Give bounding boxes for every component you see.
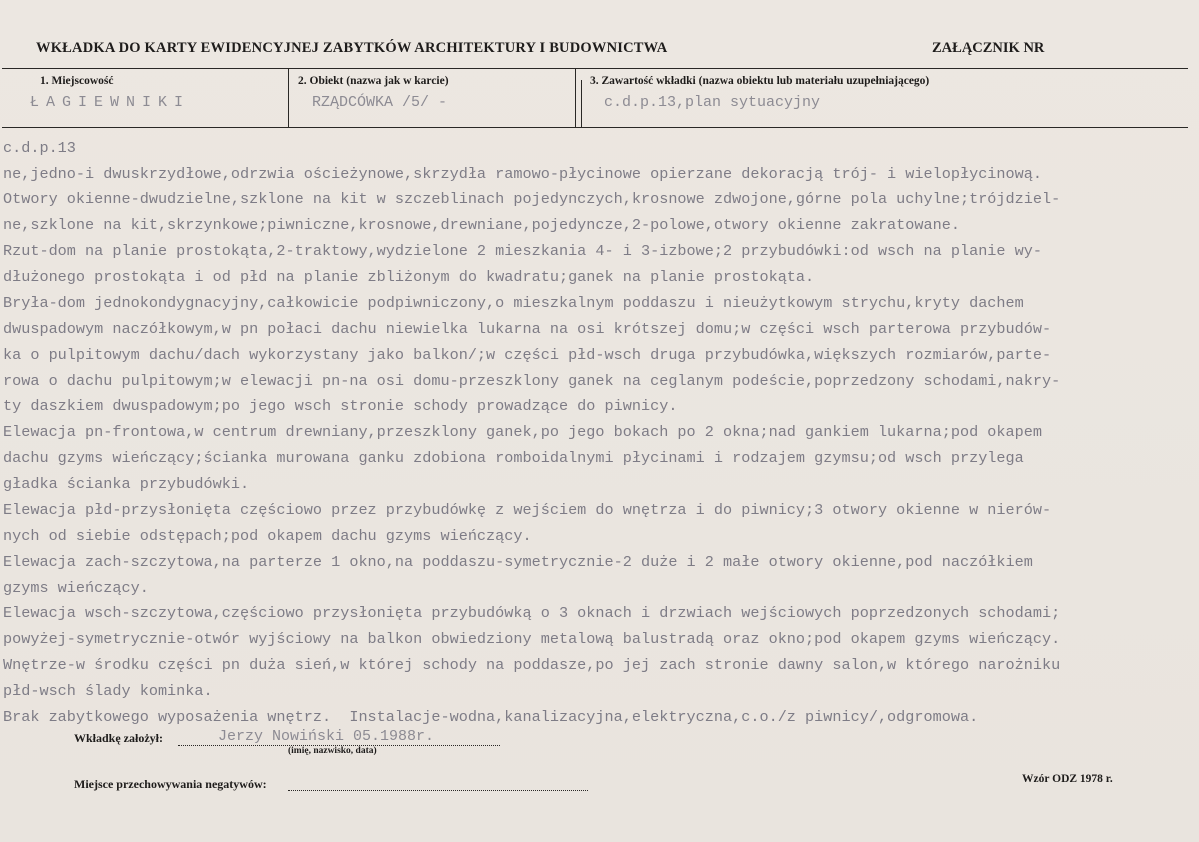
object-label: 2. Obiekt (nazwa jak w karcie) bbox=[298, 75, 449, 87]
body-line: Elewacja wsch-szczytowa,częściowo przysłonięta przybudówką o 3 oknach i drzwiach wejściowych poprzedzonych schodami; bbox=[3, 604, 1061, 622]
header-top-rule bbox=[2, 68, 1188, 69]
body-line: ka o pulpitowym dachu/dach wykorzystany jako balkon/;w części płd-wsch druga przybudówka,większych rozmiarów,parte- bbox=[3, 346, 1052, 364]
body-line: Otwory okienne-dwudzielne,szklone na kit w szczeblinach pojedynczych,krosnowe zdwojone,górne pola uchylne;trójdziel- bbox=[3, 190, 1061, 208]
column-divider-1 bbox=[288, 68, 289, 127]
header-bottom-rule bbox=[2, 127, 1188, 128]
body-line: Bryła-dom jednokondygnacyjny,całkowicie podpiwniczony,o mieszkalnym poddaszu i nieużytkowym strychu,kryty dachem bbox=[3, 294, 1024, 312]
negatives-location-label: Miejsce przechowywania negatywów: bbox=[74, 777, 267, 791]
body-line: Elewacja zach-szczytowa,na parterze 1 okno,na poddaszu-symetrycznie-2 duże i 2 małe otwory okienne,pod naczółkiem bbox=[3, 553, 1033, 571]
attachment-number-label: ZAŁĄCZNIK NR bbox=[932, 40, 1045, 56]
body-line: dwuspadowym naczółkowym,w pn połaci dachu niewielka lukarna na osi krótszej domu;w części wsch parterowa przybudów- bbox=[3, 320, 1052, 338]
body-line: Brak zabytkowego wyposażenia wnętrz. Instalacje-wodna,kanalizacyjna,elektryczna,c.o./z piwnicy/,odgromowa. bbox=[3, 708, 979, 726]
body-line: gładka ścianka przybudówki. bbox=[3, 475, 250, 493]
body-line: gzyms wieńczący. bbox=[3, 579, 149, 597]
body-line: dłużonego prostokąta i od płd na planie zbliżonym do kwadratu;ganek na planie prostokąta. bbox=[3, 268, 815, 286]
body-line: Elewacja płd-przysłonięta częściowo przez przybudówkę z wejściem do wnętrza i do piwnicy;3 otwory okienne w nierów- bbox=[3, 501, 1052, 519]
column-divider-3 bbox=[581, 80, 582, 127]
author-value: Jerzy Nowiński 05.1988r. bbox=[218, 728, 435, 745]
body-line: Rzut-dom na planie prostokąta,2-traktowy,wydzielone 2 mieszkania 4- i 3-izbowe;2 przybudówki:od wsch na planie wy- bbox=[3, 242, 1042, 260]
locality-label: 1. Miejscowość bbox=[40, 75, 114, 87]
body-line: rowa o dachu pulpitowym;w elewacji pn-na osi domu-przeszklony ganek na ceglanym podeście,poprzedzony schodami,nakry- bbox=[3, 372, 1061, 390]
contents-value: c.d.p.13,plan sytuacyjny bbox=[604, 94, 821, 111]
card-title: WKŁADKA DO KARTY EWIDENCYJNEJ ZABYTKÓW ARCHITEKTURY I BUDOWNICTWA bbox=[36, 40, 668, 56]
body-line: nych od siebie odstępach;pod okapem dachu gzyms wieńczący. bbox=[3, 527, 532, 545]
author-hint: (imię, nazwisko, data) bbox=[288, 746, 377, 756]
column-divider-2 bbox=[575, 68, 576, 127]
locality-value: ŁAGIEWNIKI bbox=[30, 94, 191, 111]
object-value: RZĄDCÓWKA /5/ - bbox=[312, 94, 448, 111]
author-label: Wkładkę założył: bbox=[74, 731, 163, 745]
negatives-dotted-line bbox=[288, 790, 588, 791]
body-line: Elewacja pn-frontowa,w centrum drewniany,przeszklony ganek,po jego bokach po 2 okna;nad gankiem lukarna;pod okapem bbox=[3, 423, 1042, 441]
body-line: płd-wsch ślady kominka. bbox=[3, 682, 213, 700]
body-line: dachu gzyms wieńczący;ścianka murowana ganku zdobiona romboidalnymi płycinami i rodzajem gzymsu;od wsch przylega bbox=[3, 449, 1024, 467]
body-line: ne,jedno-i dwuskrzydłowe,odrzwia ościeżynowe,skrzydła ramowo-płycinowe opierzane dekoracją trój- i wielopłycinową. bbox=[3, 165, 1042, 183]
contents-label: 3. Zawartość wkładki (nazwa obiektu lub materiału uzupełniającego) bbox=[590, 75, 930, 87]
form-code: Wzór ODZ 1978 r. bbox=[1022, 773, 1113, 785]
body-line: Wnętrze-w środku części pn duża sień,w której schody na poddasze,po jej zach stronie dawny salon,w którego narożniku bbox=[3, 656, 1061, 674]
body-line: ty daszkiem dwuspadowym;po jego wsch stronie schody prowadzące do piwnicy. bbox=[3, 397, 678, 415]
body-line: ne,szklone na kit,skrzynkowe;piwniczne,krosnowe,drewniane,pojedyncze,2-polowe,otwory okienne zakratowane. bbox=[3, 216, 960, 234]
body-line: powyżej-symetrycznie-otwór wyjściowy na balkon obwiedziony metalową balustradą oraz okno;pod okapem gzyms wieńczący. bbox=[3, 630, 1061, 648]
body-line: c.d.p.13 bbox=[3, 139, 76, 157]
